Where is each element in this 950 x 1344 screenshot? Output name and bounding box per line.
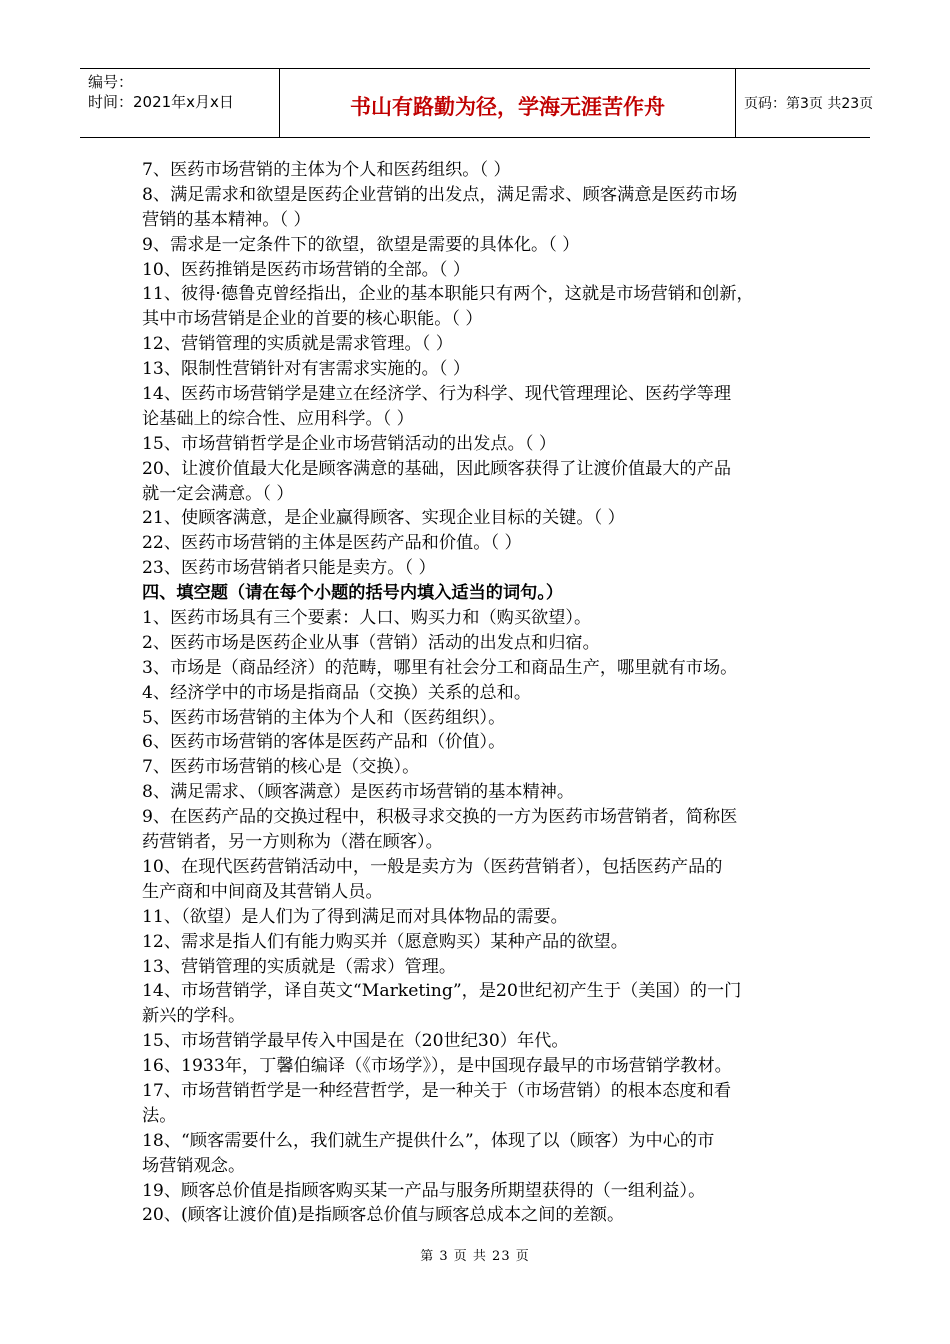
header-motto: 书山有路勤为径，学海无涯苦作舟	[280, 69, 736, 137]
header-meta	[80, 69, 280, 137]
header-page-info: 页码：第3页 共23页	[744, 96, 874, 112]
text-line: 4、经济学中的市场是指商品（交换）关系的总和。	[142, 682, 532, 703]
text-line: 23、医药市场营销者只能是卖方。（ ）	[142, 558, 436, 579]
text-line: 11、彼得·德鲁克曾经指出，企业的基本职能只有两个，这就是市场营销和创新，	[142, 284, 754, 305]
section-heading: 四、填空题（请在每个小题的括号内填入适当的词句。）	[142, 583, 564, 604]
text-line: 新兴的学科。	[142, 1006, 246, 1027]
text-line: 11、（欲望）是人们为了得到满足而对具体物品的需要。	[142, 906, 568, 927]
text-line: 13、限制性营销针对有害需求实施的。（ ）	[142, 359, 471, 380]
text-line: 9、需求是一定条件下的欲望，欲望是需要的具体化。（ ）	[142, 234, 580, 255]
page-footer: 第 3 页 共 23 页	[420, 1249, 530, 1264]
text-line: 7、医药市场营销的主体为个人和医药组织。（ ）	[142, 160, 511, 180]
text-line: 7、医药市场营销的核心是（交换）。	[142, 757, 420, 778]
time-label: 时间：2021年x月x日	[88, 93, 234, 111]
text-line: 20、(顾客让渡价值)是指顾客总价值与顾客总成本之间的差额。	[142, 1205, 625, 1226]
page-header	[80, 68, 874, 138]
text-line: 8、满足需求和欲望是医药企业营销的出发点，满足需求、顾客满意是医药市场	[142, 184, 738, 205]
text-line: 6、医药市场营销的客体是医药产品和（价值）。	[142, 732, 506, 753]
text-line: 5、医药市场营销的主体为个人和（医药组织）。	[142, 707, 506, 728]
text-line: 生产商和中间商及其营销人员。	[142, 881, 383, 902]
text-line: 2、医药市场是医药企业从事（营销）活动的出发点和归宿。	[142, 632, 600, 653]
text-line: 14、市场营销学，译自英文“Marketing”，是20世纪初产生于（美国）的一门	[142, 981, 742, 1002]
text-line: 8、满足需求、（顾客满意）是医药市场营销的基本精神。	[142, 782, 575, 803]
text-line: 3、市场是（商品经济）的范畴，哪里有社会分工和商品生产，哪里就有市场。	[142, 657, 738, 678]
text-line: 15、市场营销哲学是企业市场营销活动的出发点。（ ）	[142, 433, 557, 454]
text-line: 场营销观念。	[142, 1155, 246, 1176]
document-body	[142, 158, 822, 1228]
text-line: 10、在现代医药营销活动中，一般是卖方为（医药营销者），包括医药产品的	[142, 856, 723, 877]
text-line: 9、在医药产品的交换过程中，积极寻求交换的一方为医药市场营销者，简称医	[142, 807, 738, 828]
number-label: 编号：	[88, 73, 134, 91]
text-line: 10、医药推销是医药市场营销的全部。（ ）	[142, 259, 471, 280]
text-line: 12、营销管理的实质就是需求管理。（ ）	[142, 334, 453, 355]
text-line: 14、医药市场营销学是建立在经济学、行为科学、现代管理理论、医药学等理	[142, 384, 732, 405]
text-line: 19、顾客总价值是指顾客购买某一产品与服务所期望获得的（一组利益）。	[142, 1180, 706, 1201]
text-line: 就一定会满意。（ ）	[142, 483, 294, 504]
text-line: 论基础上的综合性、应用科学。（ ）	[142, 408, 414, 429]
text-line: 13、营销管理的实质就是（需求）管理。	[142, 956, 457, 977]
text-line: 1、医药市场具有三个要素：人口、购买力和（购买欲望）。	[142, 608, 592, 629]
text-line: 其中市场营销是企业的首要的核心职能。（ ）	[142, 309, 483, 330]
text-line: 17、市场营销哲学是一种经营哲学，是一种关于（市场营销）的根本态度和看	[142, 1080, 732, 1101]
text-line: 22、医药市场营销的主体是医药产品和价值。（ ）	[142, 533, 522, 554]
text-line: 15、市场营销学最早传入中国是在（20世纪30）年代。	[142, 1031, 569, 1052]
text-line: 12、需求是指人们有能力购买并（愿意购买）某种产品的欲望。	[142, 931, 628, 952]
text-line: 16、1933年，丁馨伯编译（《市场学》），是中国现存最早的市场营销学教材。	[142, 1056, 732, 1077]
text-line: 18、“顾客需要什么，我们就生产提供什么”，体现了以（顾客）为中心的市	[142, 1130, 715, 1151]
text-line: 21、使顾客满意，是企业赢得顾客、实现企业目标的关键。（ ）	[142, 508, 625, 529]
text-line: 药营销者，另一方则称为（潜在顾客）。	[142, 832, 443, 853]
text-line: 营销的基本精神。（ ）	[142, 209, 311, 230]
text-line: 20、让渡价值最大化是顾客满意的基础，因此顾客获得了让渡价值最大的产品	[142, 458, 732, 479]
text-line: 法。	[142, 1105, 177, 1126]
